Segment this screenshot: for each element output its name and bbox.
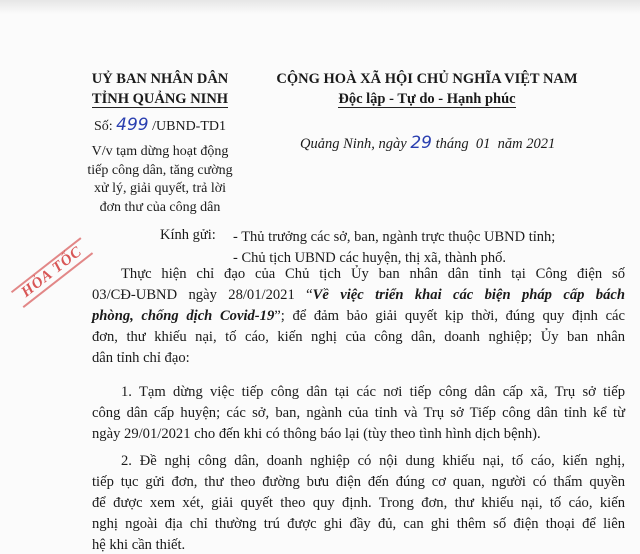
handwritten-number: 499	[116, 115, 149, 135]
nation-title: CỘNG HOÀ XÃ HỘI CHỦ NGHĨA VIỆT NAM	[276, 71, 578, 87]
body-line	[92, 308, 625, 325]
recipients-label: Kính gửi:	[160, 227, 216, 243]
text-span: 03/CĐ-UBND ngày 28/01/2021 “	[92, 287, 313, 303]
number-suffix: /UBND-TD1	[152, 119, 227, 134]
motto	[262, 91, 592, 108]
quoted-title: phòng, chống dịch Covid-19	[92, 308, 275, 324]
recipient-item: - Thủ trưởng các sở, ban, ngành trực thuộc UBND tỉnh;	[233, 229, 556, 245]
body-line: tiếp tục gửi đơn, thư theo đường bưu điện đến đúng cơ quan, người có thẩm quyền	[92, 474, 625, 490]
province-name	[60, 91, 260, 108]
subject-line: tiếp công dân, tăng cường	[87, 162, 233, 178]
text-span: ”; để đảm bảo giải quyết kịp thời, đúng quy định các	[274, 308, 625, 324]
quoted-title: Về việc triển khai các biện pháp cấp bách	[312, 287, 625, 303]
scan-shadow	[0, 0, 640, 14]
body-line: dân tỉnh chỉ đạo:	[92, 350, 190, 366]
body-line: công dân cấp huyện; các sở, ban, ngành của tỉnh và Trụ sở Tiếp công dân tỉnh kể từ	[92, 405, 625, 421]
province-text: TỈNH QUẢNG NINH	[91, 91, 229, 107]
document-number	[60, 115, 260, 135]
body-line: 1. Tạm dừng việc tiếp công dân tại các nơi tiếp công dân cấp xã, Trụ sở tiếp	[121, 384, 625, 400]
urgent-stamp: HỎA TỐC	[11, 237, 94, 308]
body-line: đơn, thư khiếu nại, tố cáo, kiến nghị của công dân, doanh nghiệp; Ủy ban nhân	[92, 329, 625, 345]
body-line: ngày 29/01/2021 cho đến khi có thông báo lại (tùy theo tình hình dịch bệnh).	[92, 426, 541, 442]
body-line: 2. Đề nghị công dân, doanh nghiệp có nội dung khiếu nại, tố cáo, kiến nghị,	[121, 453, 625, 469]
date-suffix: tháng 01 năm 2021	[435, 136, 556, 152]
agency-name: UỶ BAN NHÂN DÂN	[91, 71, 229, 87]
subject-line: đơn thư của công dân	[99, 199, 221, 215]
motto-text: Độc lập - Tự do - Hạnh phúc	[338, 91, 516, 107]
body-line: để được xem xét, giải quyết theo quy định. Trong đơn, thư khiếu nại, tố cáo, kiến	[92, 495, 625, 511]
body-line: hệ khi cần thiết.	[92, 537, 186, 553]
body-line	[92, 287, 625, 304]
subject-line: xử lý, giải quyết, trả lời	[93, 181, 227, 196]
subject-line: V/v tạm dừng hoạt động	[91, 144, 229, 159]
handwritten-day: 29	[410, 133, 432, 153]
recipients-list	[233, 227, 555, 269]
date-prefix: Quảng Ninh, ngày	[300, 136, 407, 152]
number-prefix: Số:	[93, 119, 113, 134]
body-line: Thực hiện chỉ đạo của Chủ tịch Ủy ban nhân dân tỉnh tại Công điện số	[121, 266, 625, 282]
body-line: nghị ngoài địa chỉ thường trú được ghi đầy đủ, can ghi thêm số điện thoại để liên	[92, 516, 625, 532]
subject	[60, 143, 260, 217]
recipient-item: - Chủ tịch UBND các huyện, thị xã, thành phố.	[233, 250, 507, 266]
date-line	[300, 133, 555, 153]
